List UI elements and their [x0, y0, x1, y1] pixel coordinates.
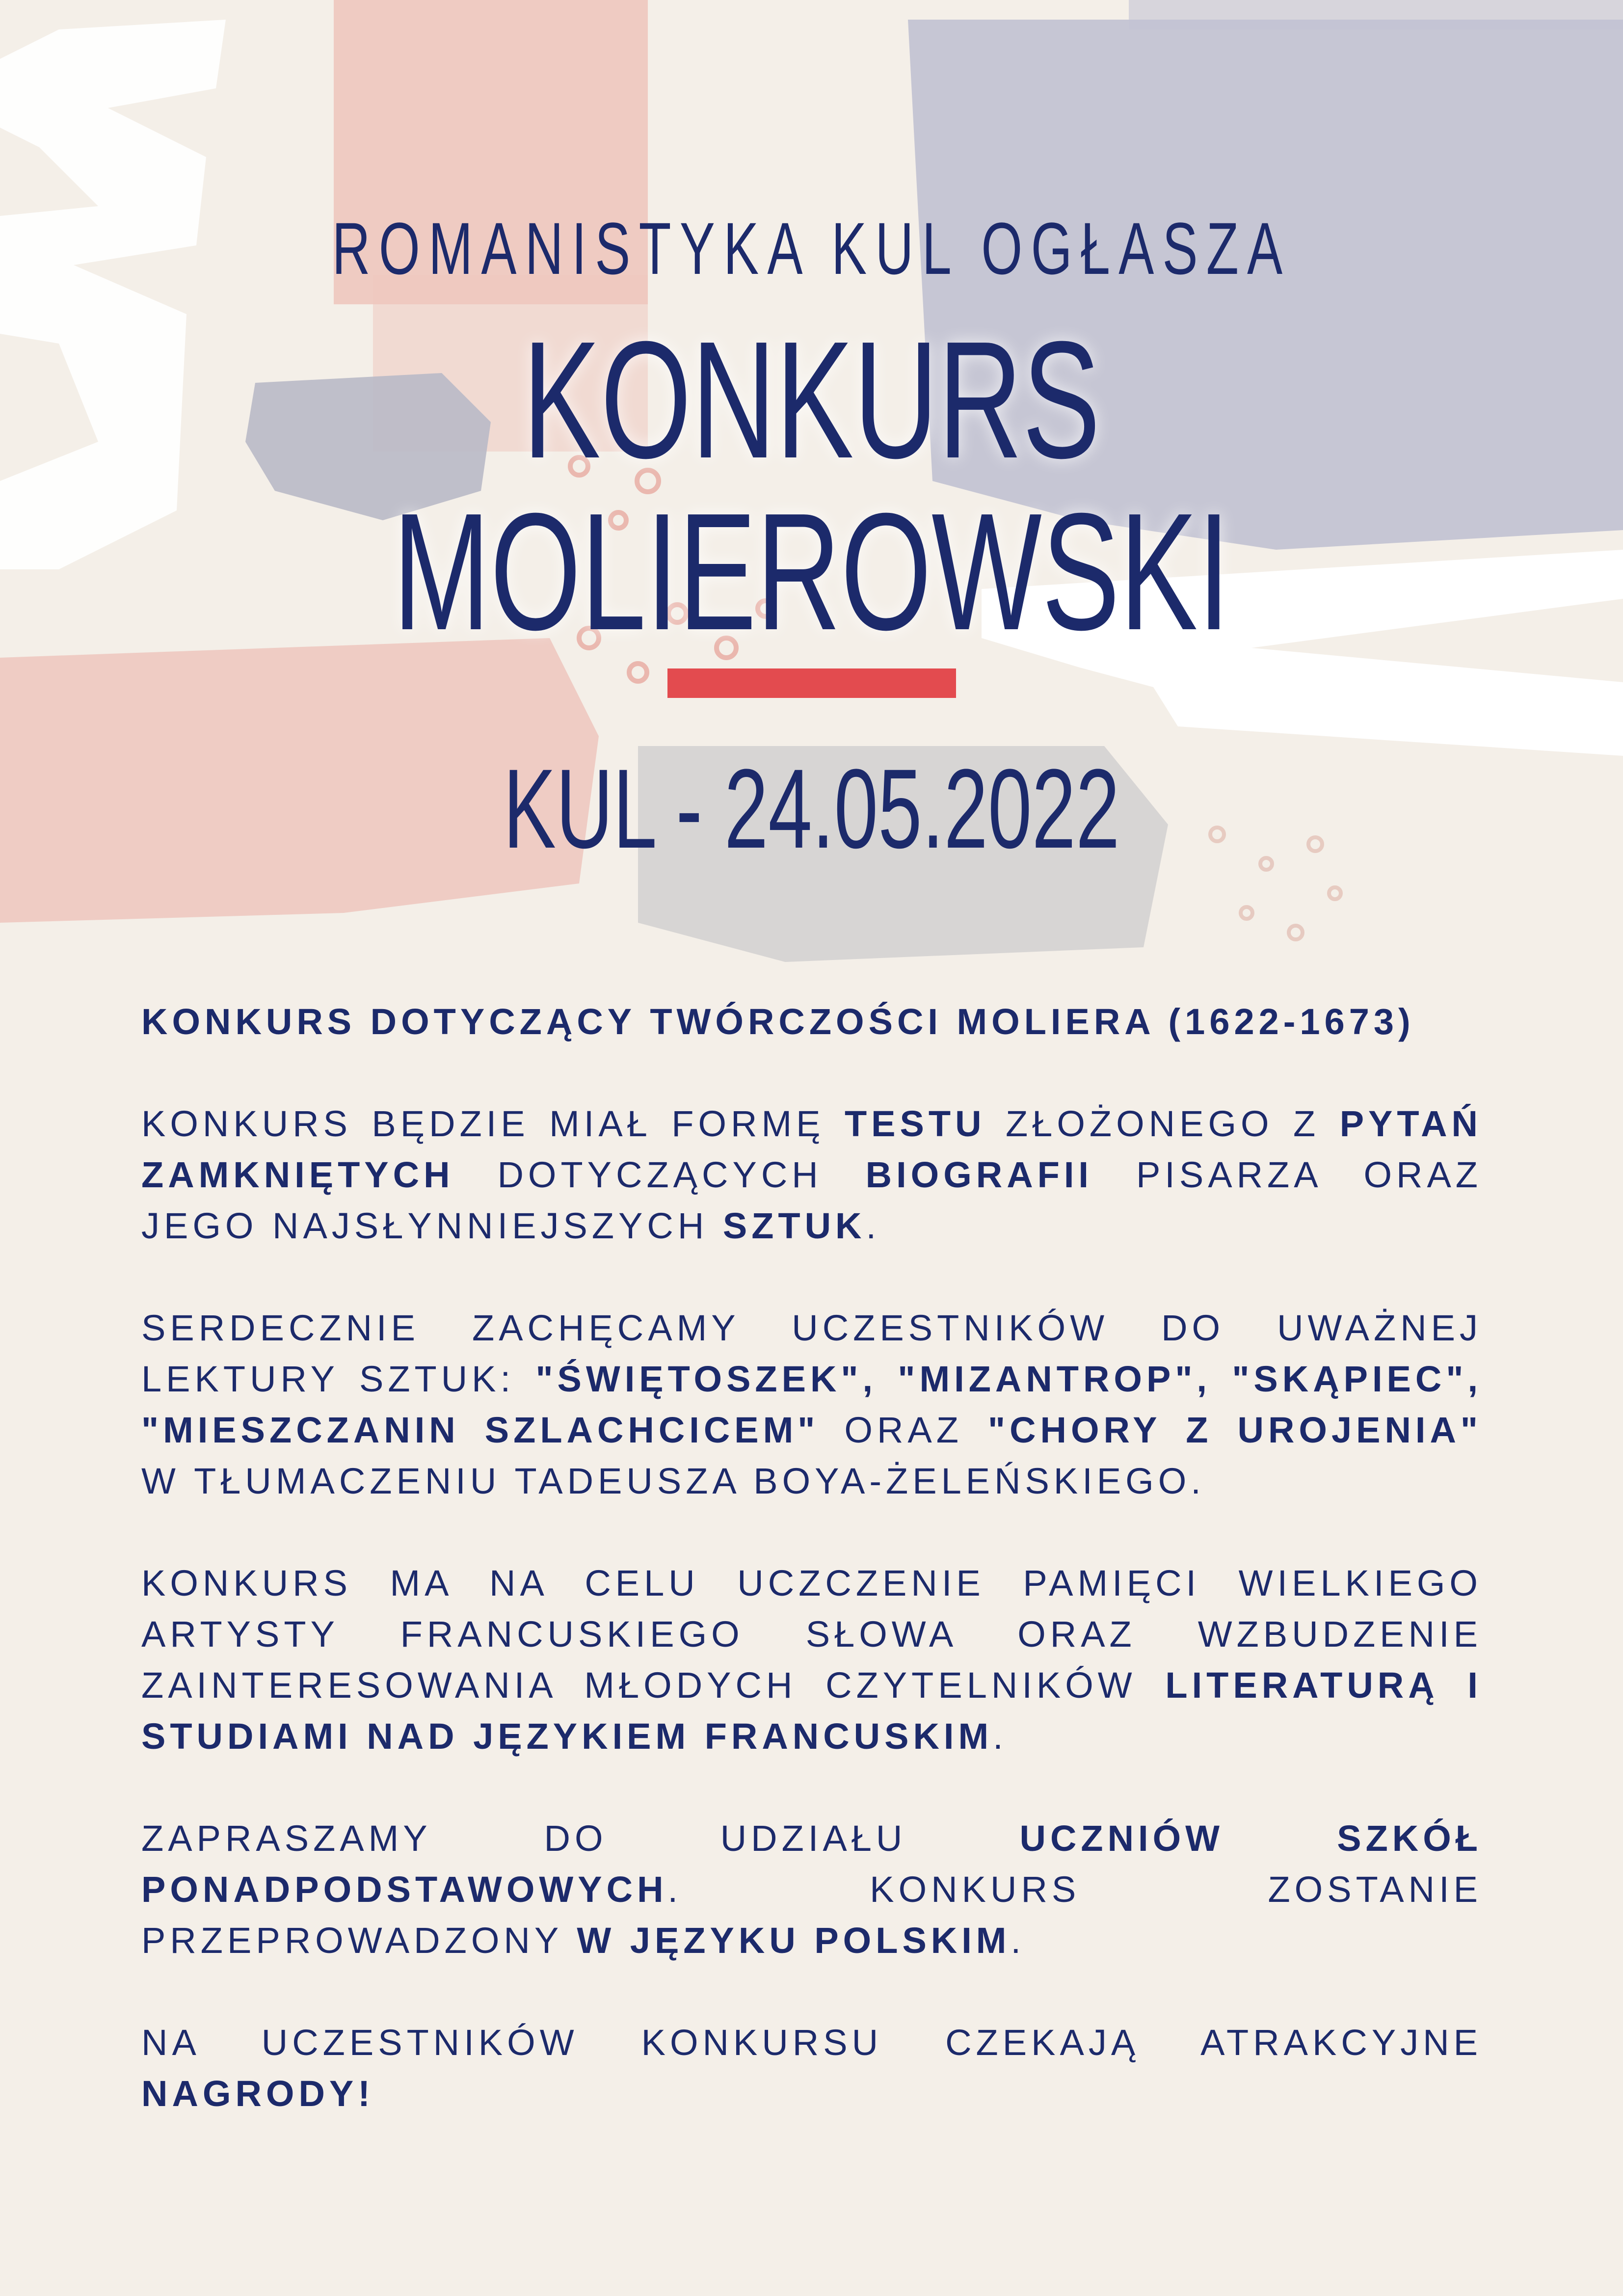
paragraph-reading-list	[141, 1303, 1482, 1507]
poster-title	[243, 307, 1380, 665]
paragraph-goal	[141, 1558, 1482, 1762]
text-span: .	[993, 1716, 1008, 1757]
paragraph-test-format	[141, 1098, 1482, 1252]
white-left-squiggle	[0, 20, 226, 569]
bold-span: NAGRODY!	[141, 2073, 374, 2114]
paragraph-prizes	[141, 2017, 1482, 2119]
bold-span: TESTU	[844, 1103, 986, 1144]
text-span: ORAZ	[819, 1410, 988, 1450]
text-span: ZAPRASZAMY DO UDZIAŁU	[141, 1818, 1020, 1859]
text-span: KONKURS BĘDZIE MIAŁ FORMĘ	[141, 1103, 845, 1144]
text-span: KONKURS MA NA CELU UCZCZENIE PAMIĘCI WIELKIEGO ARTYSTY FRANCUSKIEGO SŁOWA ORAZ WZBUDZENIE ZAINTERESOWANIA MŁODYCH CZYTELNIKÓW	[141, 1563, 1482, 1706]
bold-span: "ŚWIĘTOSZEK", "MIZANTROP", "SKĄPIEC", "MIESZCZANIN SZLACHCICEM"	[141, 1359, 1482, 1450]
bold-span: SZTUK	[722, 1205, 866, 1246]
kicker-heading: ROMANISTYKA KUL OGŁASZA	[332, 207, 1291, 290]
lavender-brush-stroke-2	[1129, 0, 1623, 29]
lead-heading: KONKURS DOTYCZĄCY TWÓRCZOŚCI MOLIERA (1622-1673)	[141, 1001, 1415, 1042]
text-span: PISARZA ORAZ JEGO NAJSŁYNNIEJSZYCH	[141, 1154, 1483, 1246]
bold-span: W JĘZYKU POLSKIM	[577, 1920, 1011, 1961]
text-span: . KONKURS ZOSTANIE PRZEPROWADZONY	[141, 1869, 1482, 1961]
text-span: DOTYCZĄCYCH	[454, 1154, 866, 1195]
bold-span: BIOGRAFII	[865, 1154, 1093, 1195]
title-line-1: KONKURS	[523, 307, 1100, 493]
title-line-2: MOLIEROWSKI	[393, 479, 1230, 665]
bold-span: UCZNIÓW SZKÓŁ PONADPODSTAWOWYCH	[141, 1818, 1482, 1910]
event-date: KUL - 24.05.2022	[503, 746, 1120, 872]
text-span: ZŁOŻONEGO Z	[985, 1103, 1340, 1144]
text-span: W TŁUMACZENIU TADEUSZA BOYA-ŻELEŃSKIEGO.	[141, 1461, 1205, 1501]
text-span: .	[866, 1205, 881, 1246]
bold-span: "CHORY Z UROJENIA"	[988, 1410, 1482, 1450]
text-span: SERDECZNIE ZACHĘCAMY UCZESTNIKÓW DO UWAŻNEJ LEKTURY SZTUK:	[141, 1308, 1482, 1399]
announcement-body	[141, 996, 1482, 2170]
text-span: NA UCZESTNIKÓW KONKURSU CZEKAJĄ ATRAKCYJNE	[141, 2022, 1482, 2063]
text-span: .	[1011, 1920, 1026, 1961]
bold-span: PYTAŃ ZAMKNIĘTYCH	[141, 1103, 1482, 1195]
bold-span: LITERATURĄ I STUDIAMI NAD JĘZYKIEM FRANCUSKIM	[141, 1665, 1482, 1757]
paragraph-invitation	[141, 1813, 1482, 1966]
accent-divider	[667, 668, 956, 698]
